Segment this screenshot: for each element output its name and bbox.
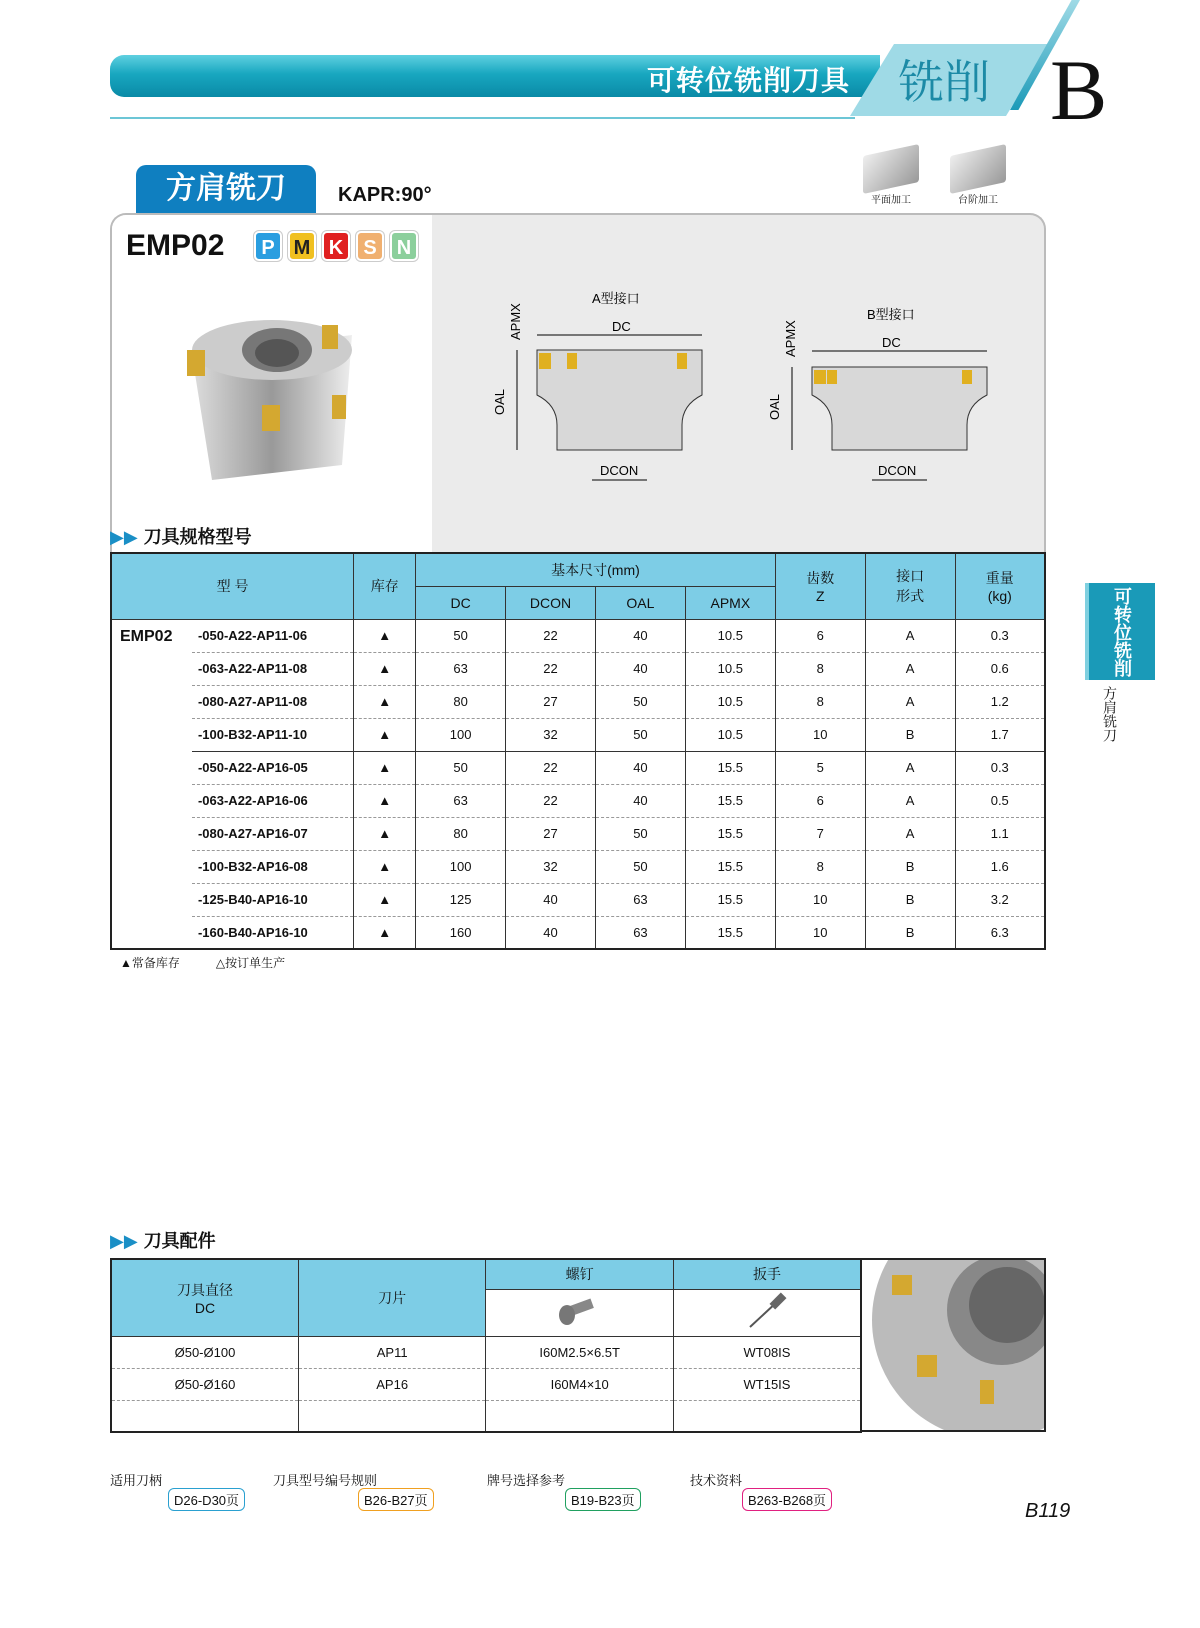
reference-link[interactable] (690, 1470, 827, 1508)
cell: 125 (416, 883, 506, 916)
cell: 22 (506, 784, 596, 817)
cell: 100 (416, 718, 506, 751)
link-page[interactable]: B263-B268页 (742, 1488, 832, 1511)
dc-label: DC (612, 319, 631, 334)
family-cell: EMP02 (111, 619, 192, 949)
spec-section-heading (110, 523, 252, 549)
cell: 10.5 (685, 718, 775, 751)
cell: I60M4×10 (486, 1368, 674, 1400)
divider (110, 117, 855, 119)
cell: ▲ (354, 751, 416, 784)
cell: WT15IS (673, 1368, 861, 1400)
model-name: EMP02 (126, 229, 225, 262)
cell: 10.5 (685, 652, 775, 685)
cell: A (865, 685, 955, 718)
cell: 0.6 (955, 652, 1045, 685)
legend-stock: ▲常备库存 (120, 956, 180, 970)
cell: B (865, 883, 955, 916)
wrench-icon (673, 1289, 861, 1336)
cell: 0.3 (955, 619, 1045, 652)
cell: -080-A27-AP16-07 (192, 817, 354, 850)
col-dc: DC (416, 586, 506, 619)
legend-order: △按订单生产 (215, 956, 286, 970)
cell: ▲ (354, 817, 416, 850)
cell: I60M2.5×6.5T (486, 1336, 674, 1368)
reference-link[interactable] (487, 1470, 635, 1508)
cell: 0.3 (955, 751, 1045, 784)
col-oal: OAL (595, 586, 685, 619)
accessory-section-heading (110, 1227, 216, 1253)
cell: 32 (506, 718, 596, 751)
cell: 10 (775, 916, 865, 949)
col-dcon: DCON (506, 586, 596, 619)
cell: 40 (595, 652, 685, 685)
cell: 40 (506, 916, 596, 949)
cell: 160 (416, 916, 506, 949)
screw-icon (486, 1289, 674, 1336)
link-label: 牌号选择参考 (487, 1473, 566, 1488)
cell: 6 (775, 784, 865, 817)
cell: 6 (775, 619, 865, 652)
cutter-closeup-image (862, 1258, 1046, 1432)
cell: 63 (416, 784, 506, 817)
cell: 32 (506, 850, 596, 883)
product-photo-area (112, 215, 432, 553)
cell: 15.5 (685, 883, 775, 916)
cell: 80 (416, 817, 506, 850)
cell: 1.1 (955, 817, 1045, 850)
cell: 15.5 (685, 817, 775, 850)
diagram-a (492, 291, 702, 480)
cell: 10.5 (685, 619, 775, 652)
cell: 5 (775, 751, 865, 784)
operation-face-milling (856, 150, 926, 206)
cell: 63 (595, 883, 685, 916)
col-apmx: APMX (685, 586, 775, 619)
cell: 1.2 (955, 685, 1045, 718)
cell: 22 (506, 751, 596, 784)
table-row (111, 817, 1045, 850)
table-row (111, 652, 1045, 685)
side-tab-chapter[interactable]: 可转位铣削 (1085, 583, 1155, 680)
double-arrow-icon: ▶▶ (110, 527, 138, 547)
col-wrench: 扳手 (673, 1259, 861, 1289)
cell: A (865, 784, 955, 817)
kapr-label: KAPR:90° (338, 184, 432, 206)
table-row (111, 784, 1045, 817)
link-label: 刀具型号编号规则 (273, 1473, 378, 1488)
cell: 40 (595, 751, 685, 784)
stock-legend (120, 954, 285, 971)
cell: WT08IS (673, 1336, 861, 1368)
product-panel (110, 213, 1046, 553)
cell: -125-B40-AP16-10 (192, 883, 354, 916)
cell: 50 (416, 619, 506, 652)
product-type-tab: 方肩铣刀 (136, 165, 316, 213)
cell: A (865, 751, 955, 784)
diagram-b (767, 307, 987, 480)
cell: ▲ (354, 685, 416, 718)
cell: B (865, 916, 955, 949)
cell: AP16 (298, 1368, 485, 1400)
cell: -050-A22-AP11-06 (192, 619, 354, 652)
cell: ▲ (354, 718, 416, 751)
cell: ▲ (354, 916, 416, 949)
grade-badge-p: P (254, 231, 282, 261)
dc-label: DC (882, 335, 901, 350)
link-page[interactable]: B19-B23页 (565, 1488, 641, 1511)
shoulder-milling-icon (950, 144, 1006, 194)
link-label: 技术资料 (690, 1473, 743, 1488)
table-row (111, 619, 1045, 652)
cell: 7 (775, 817, 865, 850)
operation-shoulder-milling (943, 150, 1013, 206)
col-interface: 接口 形式 (865, 553, 955, 619)
cell: Ø50-Ø100 (111, 1336, 298, 1368)
cell: 15.5 (685, 916, 775, 949)
face-milling-icon (863, 144, 919, 194)
oal-label: OAL (492, 388, 507, 415)
cell: 50 (416, 751, 506, 784)
banner-title: 可转位铣削刀具 (646, 65, 850, 96)
cell: 8 (775, 652, 865, 685)
cell: -063-A22-AP11-08 (192, 652, 354, 685)
page-number: B119 (1025, 1500, 1071, 1522)
cell: 8 (775, 685, 865, 718)
cell: 50 (595, 685, 685, 718)
cell: 100 (416, 850, 506, 883)
accessory-table (110, 1258, 862, 1433)
spec-table (110, 552, 1046, 950)
table-row (111, 751, 1045, 784)
reference-link[interactable] (110, 1470, 240, 1508)
cell: 0.5 (955, 784, 1045, 817)
cell: ▲ (354, 652, 416, 685)
col-teeth: 齿数 Z (775, 553, 865, 619)
apmx-label: APMX (508, 303, 523, 340)
dcon-label: DCON (600, 463, 639, 478)
cell: 50 (595, 850, 685, 883)
dcon-label: DCON (878, 463, 917, 478)
cell: ▲ (354, 850, 416, 883)
col-weight: 重量 (kg) (955, 553, 1045, 619)
cell: -160-B40-AP16-10 (192, 916, 354, 949)
side-tab-sub: 方肩铣刀 (1102, 686, 1118, 742)
col-model: 型 号 (111, 553, 354, 619)
cell: 27 (506, 817, 596, 850)
double-arrow-icon: ▶▶ (110, 1231, 138, 1251)
heading-text: 刀具配件 (143, 1231, 216, 1251)
cell: A (865, 652, 955, 685)
cell: A (865, 817, 955, 850)
apmx-label: APMX (783, 320, 798, 357)
cell: 3.2 (955, 883, 1045, 916)
table-row (111, 916, 1045, 949)
cell: 80 (416, 685, 506, 718)
cell: -100-B32-AP16-08 (192, 850, 354, 883)
grade-badge-s: S (356, 231, 384, 261)
cell: 27 (506, 685, 596, 718)
cell: 10 (775, 883, 865, 916)
col-diameter: 刀具直径 DC (111, 1259, 298, 1336)
cell: B (865, 850, 955, 883)
cell: ▲ (354, 784, 416, 817)
table-row (111, 883, 1045, 916)
cell: 10.5 (685, 685, 775, 718)
header-banner (110, 55, 880, 97)
cell: -100-B32-AP11-10 (192, 718, 354, 751)
table-row (111, 718, 1045, 751)
cell: 40 (595, 619, 685, 652)
grade-badge-m: M (288, 231, 316, 261)
col-dims: 基本尺寸(mm) (416, 553, 776, 586)
cell: B (865, 718, 955, 751)
diagram-a-title: A型接口 (592, 291, 640, 306)
diagram-b-title: B型接口 (867, 307, 915, 322)
table-row (111, 1368, 861, 1400)
cell: 22 (506, 619, 596, 652)
cell: -050-A22-AP16-05 (192, 751, 354, 784)
cell: 50 (595, 718, 685, 751)
cell: 6.3 (955, 916, 1045, 949)
link-page[interactable]: D26-D30页 (168, 1488, 245, 1511)
cell: 40 (595, 784, 685, 817)
col-insert: 刀片 (298, 1259, 485, 1336)
table-row (111, 685, 1045, 718)
link-label: 适用刀柄 (110, 1473, 163, 1488)
cell: -080-A27-AP11-08 (192, 685, 354, 718)
cell: 15.5 (685, 784, 775, 817)
section-label: 铣削 (898, 56, 990, 108)
cell: 8 (775, 850, 865, 883)
cell: 15.5 (685, 751, 775, 784)
cell: 40 (506, 883, 596, 916)
table-row (111, 1336, 861, 1368)
cell: 50 (595, 817, 685, 850)
cell: 1.6 (955, 850, 1045, 883)
cell: ▲ (354, 619, 416, 652)
cell: AP11 (298, 1336, 485, 1368)
grade-badge-n: N (390, 231, 418, 261)
cell: 63 (595, 916, 685, 949)
col-screw: 螺钉 (486, 1259, 674, 1289)
reference-link[interactable] (273, 1470, 428, 1508)
cell: 22 (506, 652, 596, 685)
cell: 10 (775, 718, 865, 751)
cell: A (865, 619, 955, 652)
chapter-letter: B (1050, 42, 1108, 138)
milling-cutter-image (172, 295, 372, 485)
cell: 63 (416, 652, 506, 685)
heading-text: 刀具规格型号 (143, 527, 252, 547)
interface-diagrams (482, 285, 1042, 485)
oal-label: OAL (767, 393, 782, 420)
cell: -063-A22-AP16-06 (192, 784, 354, 817)
table-row (111, 850, 1045, 883)
cell: ▲ (354, 883, 416, 916)
grade-badge-k: K (322, 231, 350, 261)
col-stock: 库存 (354, 553, 416, 619)
cell: Ø50-Ø160 (111, 1368, 298, 1400)
operation-label: 台阶加工 (958, 195, 998, 206)
link-page[interactable]: B26-B27页 (358, 1488, 434, 1511)
cell: 1.7 (955, 718, 1045, 751)
cell: 15.5 (685, 850, 775, 883)
operation-label: 平面加工 (871, 195, 911, 206)
